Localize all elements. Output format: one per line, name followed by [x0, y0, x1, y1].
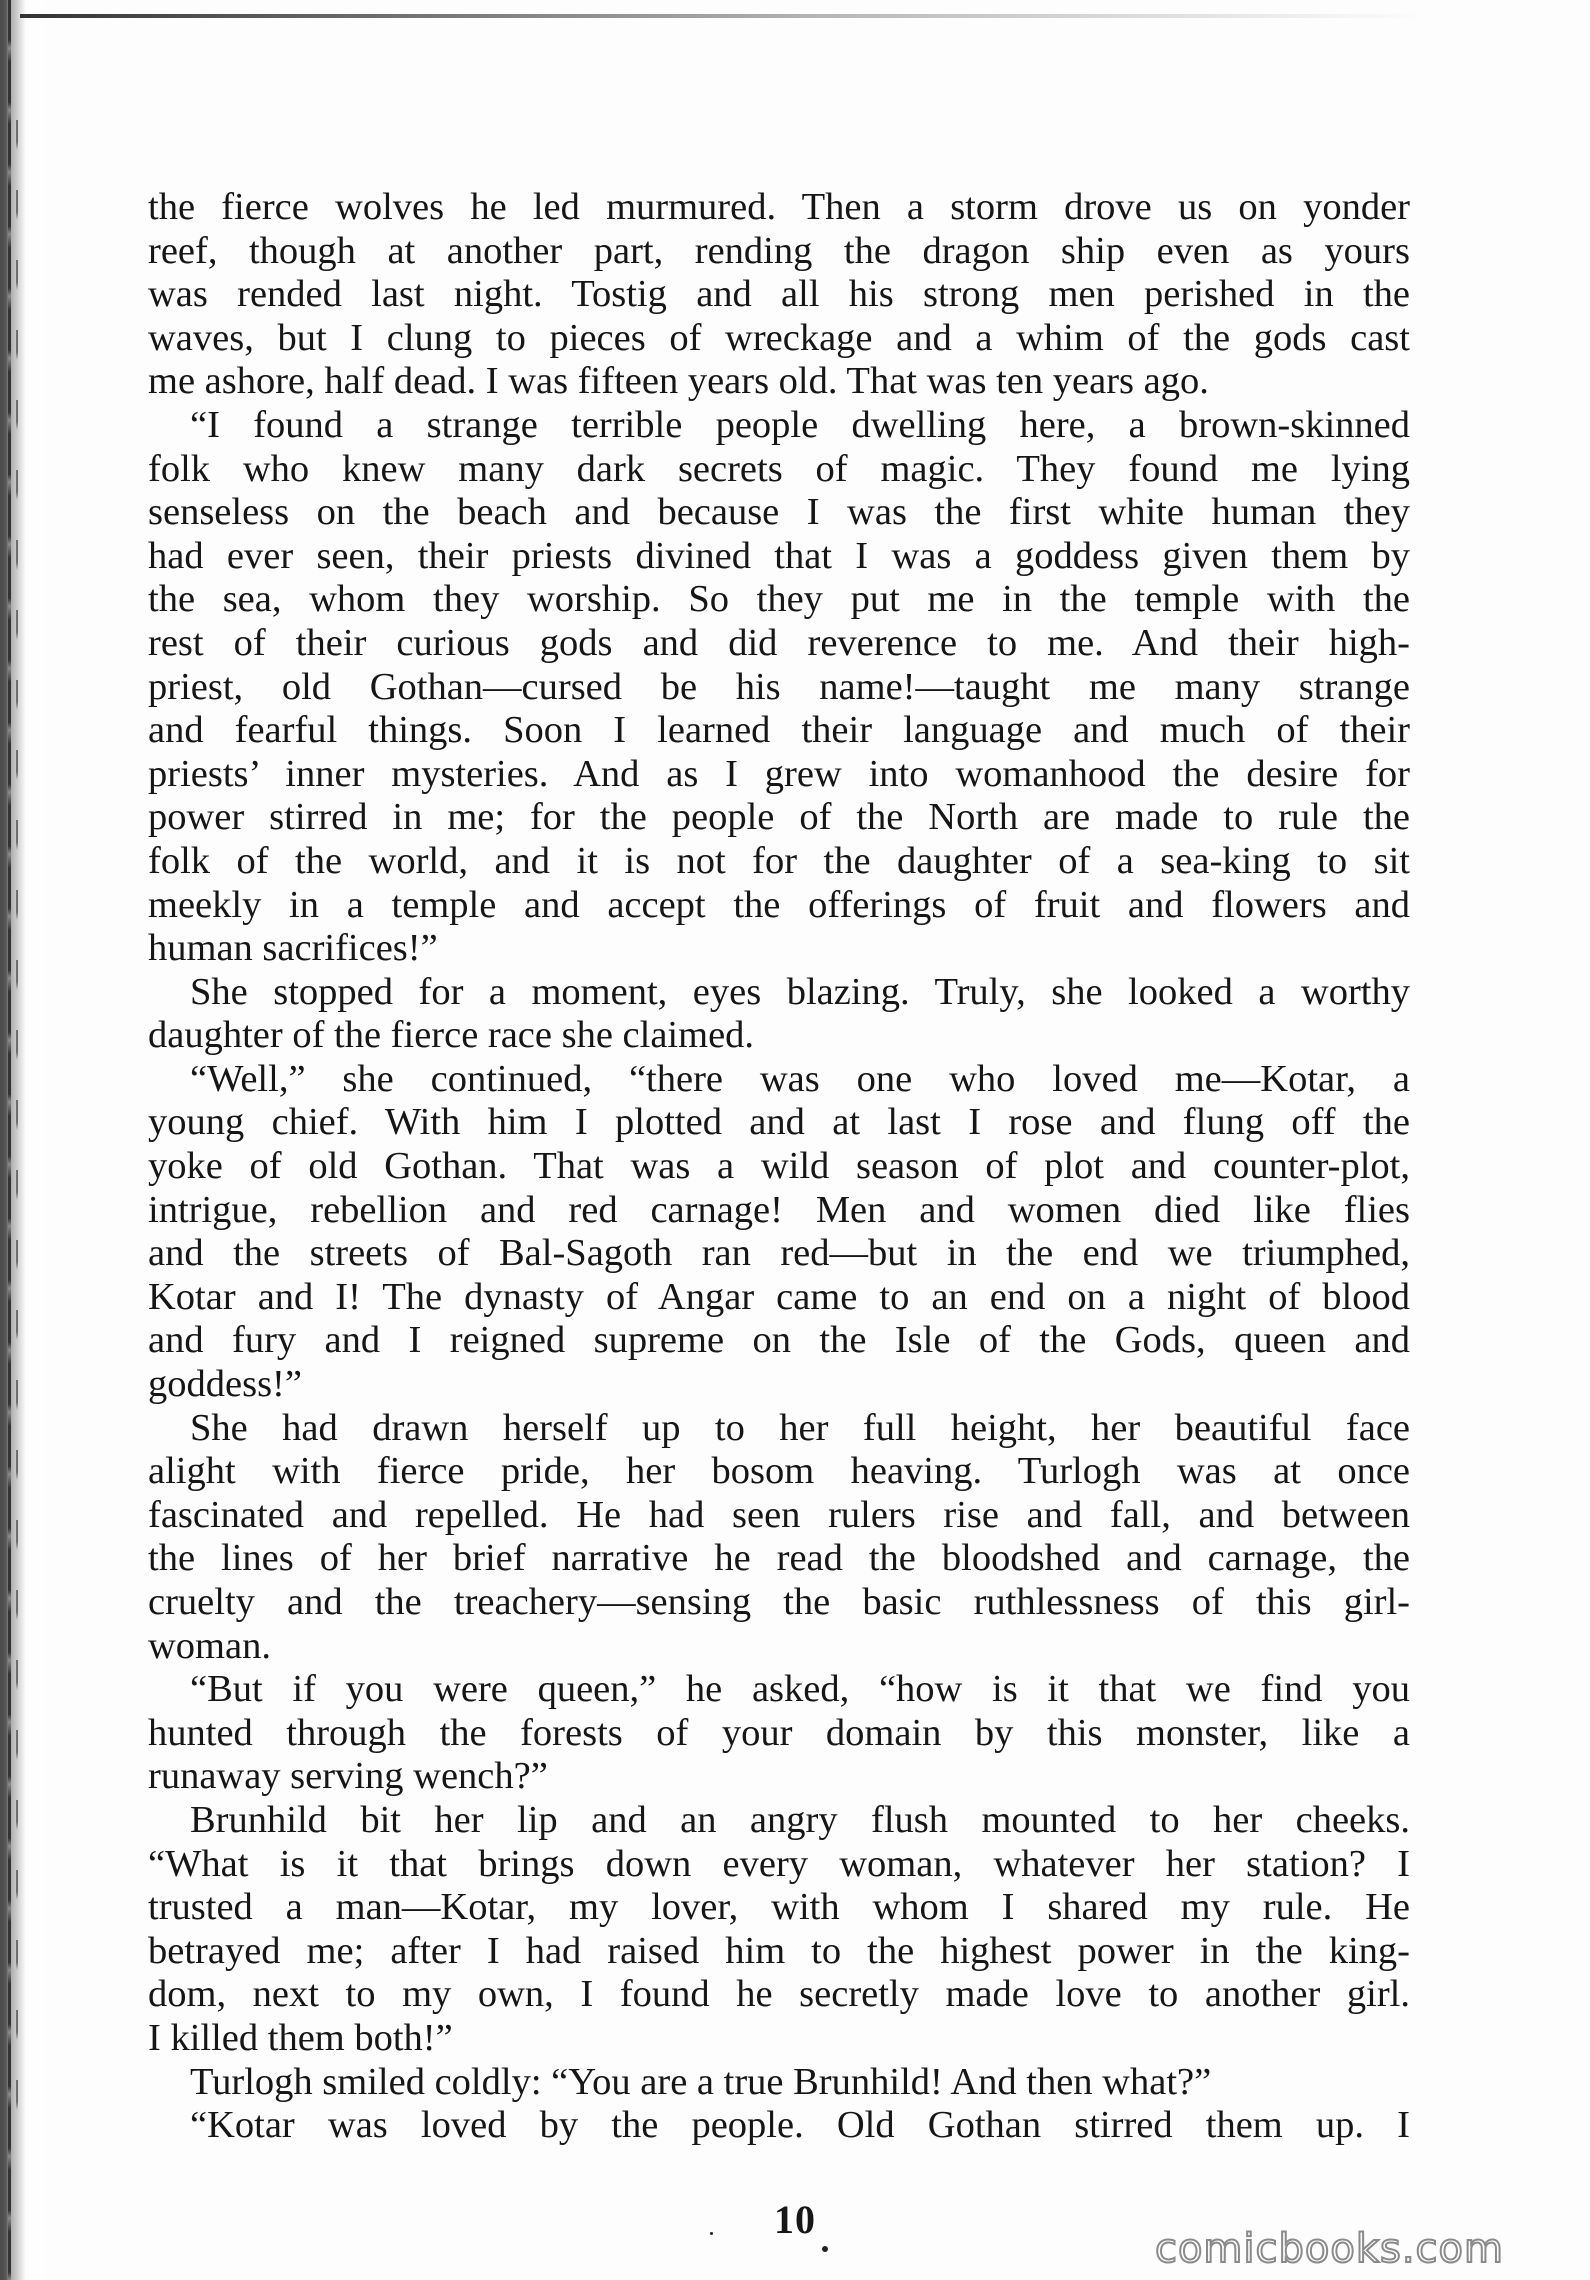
- text-line: fascinated and repelled. He had seen rulers rise and fall, and between: [148, 1493, 1410, 1536]
- text-line: waves, but I clung to pieces of wreckage and a whim of the gods cast: [148, 316, 1410, 359]
- text-line: priest, old Gothan—cursed be his name!—taught me many strange: [148, 665, 1410, 708]
- text-line: cruelty and the treachery—sensing the basic ruthlessness of this girl-: [148, 1581, 1410, 1623]
- text-line: betrayed me; after I had raised him to the highest power in the king-: [148, 1929, 1410, 1972]
- text-line: intrigue, rebellion and red carnage! Men and women died like flies: [148, 1188, 1410, 1231]
- text-line: runaway serving wench?”: [148, 1755, 548, 1798]
- text-line: “I found a strange terrible people dwelling here, a brown-skinned: [190, 403, 1410, 446]
- text-line: goddess!”: [148, 1363, 302, 1406]
- binding-edge-shadow: [0, 0, 46, 2280]
- text-line: I killed them both!”: [148, 2016, 453, 2059]
- watermark-logo: comicbooks.com: [1154, 2226, 1504, 2272]
- scan-top-edge: [20, 14, 1420, 18]
- text-line: She stopped for a moment, eyes blazing. Truly, she looked a worthy: [190, 970, 1410, 1013]
- ink-speck: [710, 2232, 713, 2235]
- text-line: and fearful things. Soon I learned their language and much of their: [148, 709, 1410, 752]
- text-line: and fury and I reigned supreme on the Isle of the Gods, queen and: [148, 1319, 1410, 1362]
- ink-speck: [822, 2246, 828, 2252]
- text-line: human sacrifices!”: [148, 927, 438, 970]
- text-line: woman.: [148, 1624, 271, 1667]
- text-line: the sea, whom they worship. So they put me in the temple with the: [148, 578, 1410, 621]
- text-line: folk of the world, and it is not for the daughter of a sea-king to sit: [148, 839, 1410, 882]
- text-line: Kotar and I! The dynasty of Angar came to an end on a night of blood: [148, 1275, 1410, 1318]
- text-line: power stirred in me; for the people of the North are made to rule the: [148, 796, 1410, 839]
- page-number: 10: [774, 2197, 816, 2242]
- text-line: yoke of old Gothan. That was a wild season of plot and counter-plot,: [148, 1145, 1410, 1188]
- text-line: dom, next to my own, I found he secretly made love to another girl.: [148, 1973, 1410, 2016]
- text-line: She had drawn herself up to her full height, her beautiful face: [190, 1406, 1410, 1449]
- text-line: trusted a man—Kotar, my lover, with whom I shared my rule. He: [148, 1886, 1410, 1929]
- text-line: Turlogh smiled coldly: “You are a true Brunhild! And then what?”: [190, 2060, 1212, 2103]
- text-line: the lines of her brief narrative he read the bloodshed and carnage, the: [148, 1537, 1410, 1580]
- text-line: alight with fierce pride, her bosom heaving. Turlogh was at once: [148, 1450, 1410, 1493]
- text-line: the fierce wolves he led murmured. Then a storm drove us on yonder: [148, 186, 1410, 228]
- body-text: [148, 186, 1410, 2148]
- text-line: “But if you were queen,” he asked, “how is it that we find you: [190, 1668, 1410, 1711]
- text-line: “Well,” she continued, “there was one who loved me—Kotar, a: [190, 1057, 1410, 1100]
- text-line: “What is it that brings down every woman, whatever her station? I: [148, 1842, 1410, 1885]
- text-line: rest of their curious gods and did reverence to me. And their high-: [148, 621, 1410, 664]
- text-line: was rended last night. Tostig and all his strong men perished in the: [148, 273, 1410, 316]
- text-line: “Kotar was loved by the people. Old Gothan stirred them up. I: [190, 2104, 1410, 2147]
- text-line: reef, though at another part, rending the dragon ship even as yours: [148, 229, 1410, 272]
- text-line: senseless on the beach and because I was the first white human they: [148, 491, 1410, 534]
- text-line: hunted through the forests of your domain by this monster, like a: [148, 1711, 1410, 1754]
- text-line: priests’ inner mysteries. And as I grew into womanhood the desire for: [148, 752, 1410, 795]
- text-line: had ever seen, their priests divined that I was a goddess given them by: [148, 534, 1410, 577]
- text-line: me ashore, half dead. I was fifteen years old. That was ten years ago.: [148, 360, 1209, 403]
- text-line: young chief. With him I plotted and at last I rose and flung off the: [148, 1101, 1410, 1144]
- text-line: and the streets of Bal-Sagoth ran red—but in the end we triumphed,: [148, 1232, 1410, 1275]
- text-line: daughter of the fierce race she claimed.: [148, 1014, 755, 1057]
- text-line: Brunhild bit her lip and an angry flush mounted to her cheeks.: [190, 1798, 1410, 1841]
- text-line: folk who knew many dark secrets of magic. They found me lying: [148, 447, 1410, 490]
- text-line: meekly in a temple and accept the offerings of fruit and flowers and: [148, 883, 1410, 926]
